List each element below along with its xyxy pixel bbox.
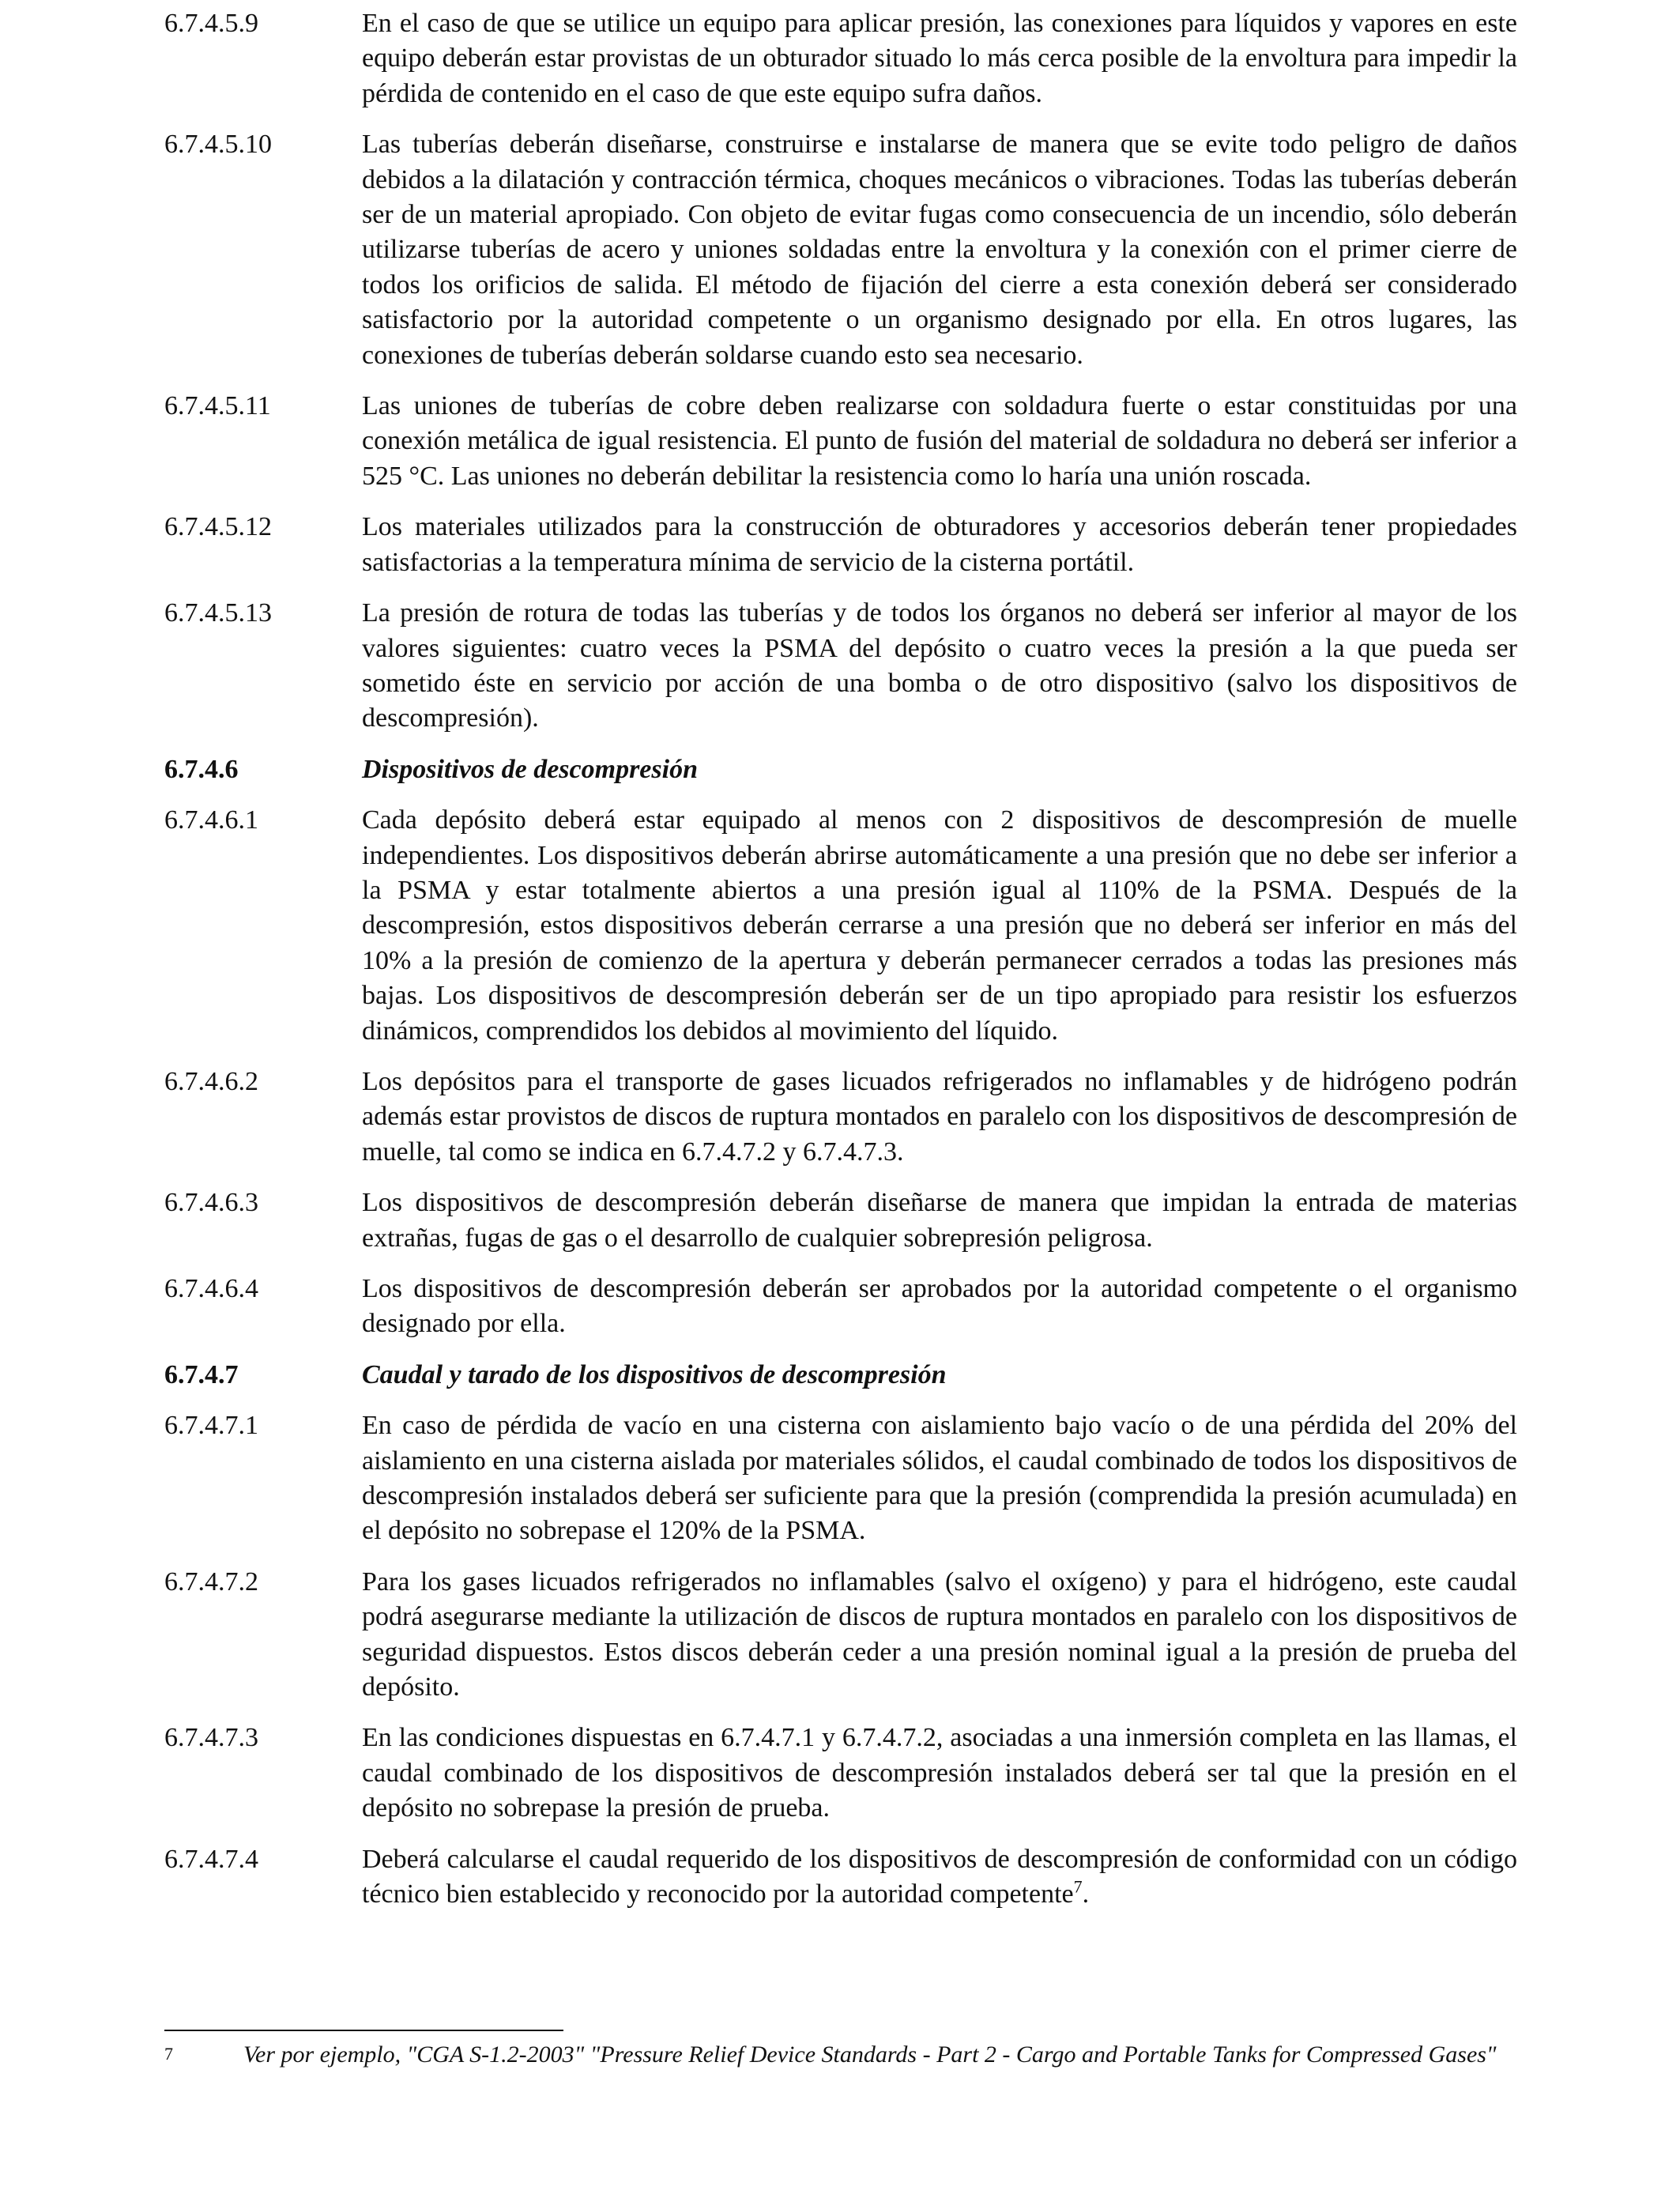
paragraph-number: 6.7.4.5.11 — [164, 391, 271, 421]
paragraph-number: 6.7.4.7.2 — [164, 1566, 258, 1596]
document-body — [164, 6, 1517, 1928]
paragraph-text: En el caso de que se utilice un equipo para aplicar presión, las conexiones para líquidos y vapores en este equipo deberán estar provistas de un obturador situado lo más cerca posible de la envoltura para impedir la pérdida de contenido en el caso de que este equipo sufra daños. — [362, 9, 1517, 108]
paragraph-6-7-4-6-2 — [164, 1065, 1517, 1170]
section-title: Dispositivos de descompresión — [362, 754, 698, 784]
paragraph-6-7-4-6-4 — [164, 1272, 1517, 1342]
paragraph-number: 6.7.4.6.4 — [164, 1274, 258, 1303]
paragraph-text-end: . — [1082, 1879, 1090, 1909]
paragraph-6-7-4-5-9 — [164, 6, 1517, 111]
paragraph-number: 6.7.4.6.2 — [164, 1066, 258, 1096]
footnote-mark: 7 — [164, 2044, 173, 2064]
paragraph-text: La presión de rotura de todas las tuberías y de todos los órganos no deberá ser inferior al mayor de los valores siguientes: cuatro veces la PSMA del depósito o cuatro veces la presión a la que pueda ser sometido éste en servicio por acción de una bomba o de otro dispositivo (salvo los dispositivos de descompresión). — [362, 598, 1517, 733]
paragraph-6-7-4-6-3 — [164, 1186, 1517, 1256]
paragraph-text: Los dispositivos de descompresión deberán ser aprobados por la autoridad competente o el organismo designado por ella. — [362, 1274, 1517, 1339]
paragraph-6-7-4-5-11 — [164, 389, 1517, 494]
paragraph-6-7-4-7-4 — [164, 1842, 1517, 1913]
paragraph-number: 6.7.4.6.1 — [164, 805, 258, 835]
paragraph-number: 6.7.4.5.10 — [164, 130, 272, 160]
paragraph-text: Los dispositivos de descompresión deberán diseñarse de manera que impidan la entrada de materias extrañas, fugas de gas o el desarrollo de cualquier sobrepresión peligrosa. — [362, 1188, 1517, 1253]
paragraph-text-main: Deberá calcularse el caudal requerido de los dispositivos de descompresión de conformidad con un código técnico bien establecido y reconocido por la autoridad competente — [362, 1844, 1517, 1909]
paragraph-6-7-4-5-13 — [164, 596, 1517, 737]
paragraph-6-7-4-7-1 — [164, 1408, 1517, 1549]
section-heading-6-7-4-6 — [164, 752, 1517, 787]
paragraph-6-7-4-7-3 — [164, 1721, 1517, 1826]
paragraph-number: 6.7.4.7.4 — [164, 1844, 258, 1874]
paragraph-number: 6.7.4.5.13 — [164, 598, 272, 628]
section-heading-6-7-4-7 — [164, 1358, 1517, 1393]
paragraph-text: Cada depósito deberá estar equipado al menos con 2 dispositivos de descompresión de muelle independientes. Los dispositivos deberán abrirse automáticamente a una presión que no debe ser inferior a la PSMA y estar totalmente abiertos a una presión igual al 110% de la PSMA. Después de la descompresión, estos dispositivos deberán cerrarse a una presión que no deberá ser inferior en más del 10% a la presión de comienzo de la apertura y deberán permanecer cerrados a todas las presiones más bajas. Los dispositivos de descompresión deberán ser de un tipo apropiado para resistir los esfuerzos dinámicos, comprendidos los debidos al movimiento del líquido. — [362, 805, 1517, 1046]
section-title: Caudal y tarado de los dispositivos de descompresión — [362, 1359, 947, 1389]
footnote-text: Ver por ejemplo, "CGA S-1.2-2003" "Pressure Relief Device Standards - Part 2 - Cargo and Portable Tanks for Compressed Gases" — [243, 2041, 1497, 2068]
paragraph-text: Para los gases licuados refrigerados no inflamables (salvo el oxígeno) y para el hidrógeno, este caudal podrá asegurarse mediante la utilización de discos de ruptura montados en paralelo con los dispositivos de seguridad dispuestos. Estos discos deberán ceder a una presión nominal igual a la presión de prueba del depósito. — [362, 1566, 1517, 1702]
paragraph-text: Los materiales utilizados para la construcción de obturadores y accesorios deberán tener propiedades satisfactorias a la temperatura mínima de servicio de la cisterna portátil. — [362, 512, 1517, 577]
paragraph-text: En las condiciones dispuestas en 6.7.4.7.1 y 6.7.4.7.2, asociadas a una inmersión completa en las llamas, el caudal combinado de los dispositivos de descompresión instalados deberá ser tal que la presión en el depósito no sobrepase la presión de prueba. — [362, 1723, 1517, 1823]
paragraph-6-7-4-5-10 — [164, 127, 1517, 373]
paragraph-number: 6.7.4.7.3 — [164, 1723, 258, 1753]
paragraph-text: Las uniones de tuberías de cobre deben realizarse con soldadura fuerte o estar constituidas por una conexión metálica de igual resistencia. El punto de fusión del material de soldadura no deberá ser inferior a 525 °C. Las uniones no deberán debilitar la resistencia como lo haría una unión roscada. — [362, 391, 1517, 491]
paragraph-number: 6.7.4.5.9 — [164, 9, 258, 38]
footnote-reference[interactable]: 7 — [1073, 1876, 1083, 1897]
paragraph-text — [362, 1842, 1517, 1913]
paragraph-6-7-4-6-1 — [164, 803, 1517, 1049]
section-number: 6.7.4.7 — [164, 1359, 239, 1389]
footnote-separator — [164, 2030, 563, 2031]
footnote — [164, 2041, 1517, 2069]
paragraph-text: En caso de pérdida de vacío en una cisterna con aislamiento bajo vacío o de una pérdida del 20% del aislamiento en una cisterna aislada por materiales sólidos, el caudal combinado de todos los dispositivos de descompresión instalados deberá ser suficiente para que la presión (comprendida la presión acumulada) en el depósito no sobrepase el 120% de la PSMA. — [362, 1411, 1517, 1546]
paragraph-number: 6.7.4.5.12 — [164, 512, 272, 542]
paragraph-text: Las tuberías deberán diseñarse, construirse e instalarse de manera que se evite todo peligro de daños debidos a la dilatación y contracción térmica, choques mecánicos o vibraciones. Todas las tuberías deberán ser de un material apropiado. Con objeto de evitar fugas como consecuencia de un incendio, sólo deberán utilizarse tuberías de acero y uniones soldadas entre la envoltura y la conexión con el primer cierre de todos los orificios de salida. El método de fijación del cierre a esta conexión deberá ser considerado satisfactorio por la autoridad competente o un organismo designado por ella. En otros lugares, las conexiones de tuberías deberán soldarse cuando esto sea necesario. — [362, 130, 1517, 370]
paragraph-6-7-4-5-12 — [164, 510, 1517, 580]
paragraph-text: Los depósitos para el transporte de gases licuados refrigerados no inflamables y de hidrógeno podrán además estar provistos de discos de ruptura montados en paralelo con los dispositivos de descompresión de muelle, tal como se indica en 6.7.4.7.2 y 6.7.4.7.3. — [362, 1066, 1517, 1167]
paragraph-number: 6.7.4.7.1 — [164, 1411, 258, 1441]
paragraph-6-7-4-7-2 — [164, 1565, 1517, 1706]
section-number: 6.7.4.6 — [164, 754, 239, 784]
paragraph-number: 6.7.4.6.3 — [164, 1188, 258, 1218]
